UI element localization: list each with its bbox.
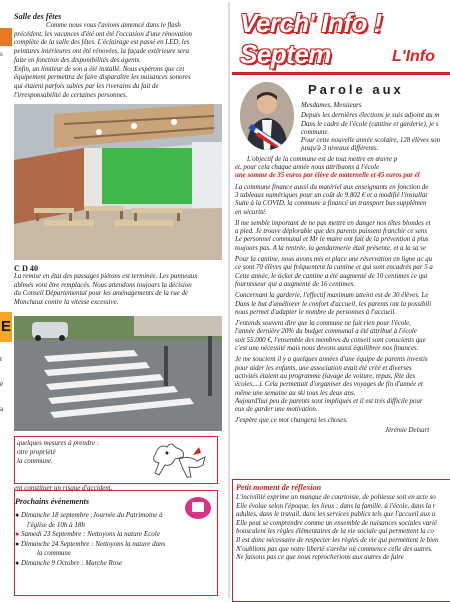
measures-box bbox=[14, 436, 218, 484]
salle-section bbox=[14, 12, 223, 100]
cd40-line: du Conseil Départemental pour les aménagements de la rue de bbox=[14, 290, 188, 298]
orange-tab-mid bbox=[0, 312, 12, 342]
parole-para bbox=[235, 320, 450, 353]
event-text: Dimanche 24 Septembre : Nettoyons la nature dans bbox=[20, 539, 166, 548]
salle-line: complète de la salle des fêtes. L'éclairage est passé en LED, les bbox=[14, 39, 190, 47]
event-item bbox=[15, 530, 165, 540]
parole-line: fournisseur qui a augmenté de 16 centimes. bbox=[235, 280, 355, 288]
moment-line: bousculent les règles élémentaires de la vie sociale qui permettent la co bbox=[236, 528, 434, 536]
parole-para bbox=[235, 356, 450, 414]
event-item bbox=[15, 511, 165, 521]
dog-icon bbox=[145, 437, 213, 483]
cd40-line: abîmés vont être remplacés. Nous attendons toujours la décision bbox=[14, 281, 192, 289]
event-item bbox=[15, 540, 165, 550]
parole-line: Je me soucient il y a quelques années d'une équipe de parents investis bbox=[235, 356, 428, 364]
parole-line: L'objectif de la commune est de tout mettre en œuvre p bbox=[247, 155, 398, 163]
event-item bbox=[15, 559, 165, 569]
parole-para bbox=[235, 112, 450, 153]
parole-para bbox=[235, 184, 450, 217]
parole-line: Pour la cantine, nous avons mis et place une réservation en ligne ac qu bbox=[235, 256, 433, 264]
moment-line: Elle peut se comprendre comme un ensemble de nuisances sociales varié bbox=[236, 519, 437, 527]
salle-photo bbox=[14, 104, 222, 260]
cd40-line: La remise en état des passages piétons est terminée. Les panneaux bbox=[14, 273, 198, 280]
masthead-subtitle: L'Info bbox=[392, 48, 435, 65]
masthead-rule bbox=[232, 72, 450, 75]
parole-para bbox=[235, 292, 450, 317]
moment-line: L'incivilité exprime un manque de courtoisie, de politesse soit en acte so bbox=[236, 494, 436, 501]
cd40-title: C D 40 bbox=[14, 264, 39, 273]
events-title: Prochains évènements bbox=[15, 497, 89, 506]
parole-line: Le personnel communal et Mr le maire ont fait de la prévention à plus bbox=[235, 236, 429, 244]
calendar-icon bbox=[185, 497, 211, 519]
moment-line: Ne faisons pas ce que nous reprocherions aux autres de faire bbox=[236, 554, 404, 562]
parole-para bbox=[235, 156, 450, 181]
strip-fragment-r: r bbox=[0, 355, 3, 363]
measures-line: otre propriété bbox=[17, 448, 56, 456]
moment-line: adultes, dans le travail, dans les services publics tels que l'accueil aux u bbox=[236, 511, 436, 519]
parole-text bbox=[235, 102, 450, 435]
parole-line: eux de garder une motivation. bbox=[235, 406, 318, 414]
events-list bbox=[15, 511, 165, 569]
strip-fragment: s bbox=[0, 50, 3, 58]
parole-line: écoles,...). Cela permettait d'organiser des voyages de fin d'année et bbox=[235, 381, 423, 389]
orange-tab-top bbox=[0, 28, 12, 46]
cd40-line: Monchaux contre la vitesse excessive. bbox=[14, 299, 119, 307]
parole-line: Dans le cadre de l'école (cantine et garderie), je s bbox=[301, 120, 439, 128]
parole-line: a pied. Je trouve déplorable que des parents puissent franchir ce sens bbox=[235, 228, 428, 236]
event-cont: l'église de 10h à 18h bbox=[27, 520, 85, 529]
moment-title: Petit moment de réflexion bbox=[236, 483, 322, 492]
tab-letter: E bbox=[1, 318, 12, 335]
parole-line: Il me semble important de ne pas mettre en danger nos têtes blondes et bbox=[235, 219, 431, 227]
bullet-icon: ● bbox=[15, 530, 20, 539]
strip-fragment-e: é bbox=[0, 380, 4, 388]
crosswalk-photo bbox=[14, 316, 222, 431]
salle-line: peintures intérieures ont été rénovées, la façade extérieure sera bbox=[14, 48, 190, 56]
salle-title: Salle des fêtes bbox=[14, 12, 62, 21]
moment-line: Il est donc nécessaire de respecter les règles de vie qui permettent le bien bbox=[236, 536, 439, 544]
parole-line: Concernant la garderie, l'effectif maximum atteint est de 30 élèves. Le bbox=[235, 292, 429, 300]
greeting: Mesdames, Messieurs bbox=[301, 102, 362, 109]
event-cont: la commune bbox=[37, 549, 72, 558]
parole-heading: Parole aux bbox=[308, 82, 404, 97]
event-text: Dimanche 9 Octobre : Marche Rose bbox=[20, 558, 123, 567]
parole-line: et, pour cela chaque année nous attribuons à l'école bbox=[235, 164, 380, 172]
parole-line: jusqu'à 3 niveaux différents. bbox=[301, 145, 379, 153]
salle-line: Enfin, un limiteur de son a été installé. Nous espérons que cet bbox=[14, 65, 185, 73]
parole-line: 3 tableaux numériques pour un coût de 9.802 € et a modifié l'installat bbox=[235, 191, 428, 199]
salle-line: précédent, les vacances d'été ont été l'occasion d'une rénovation bbox=[14, 30, 192, 38]
parole-line: l'année dernière 20% du budget communal a été attribué à l'école bbox=[235, 328, 417, 336]
parole-line: La commune finance aussi du matériel aux enseignants en fonction de bbox=[235, 183, 429, 191]
cd40-section bbox=[14, 264, 223, 308]
salle-line: faite en fonction des disponibilités des agents. bbox=[14, 56, 141, 64]
masthead-title: Verch' Info ! Septem bbox=[240, 8, 382, 69]
bullet-icon: ● bbox=[15, 558, 20, 567]
salle-body bbox=[14, 22, 223, 100]
moment-box bbox=[232, 479, 450, 602]
event-text: Dimanche 18 septembre :Journée du Patrimoine à bbox=[20, 511, 163, 519]
parole-para bbox=[235, 256, 450, 289]
moment-line: N'oublions pas que notre liberté s'arrête où commence celle des autres. bbox=[236, 545, 433, 553]
parole-line: soit 55.000 €, l'ensemble des membres du conseil sont conscients que bbox=[235, 336, 426, 344]
strip-fragment-a: a bbox=[0, 405, 4, 413]
salle-line: Comme nous vous l'avions annoncé dans le flash bbox=[46, 22, 181, 29]
parole-line: Depuis les dernières élections je suis adjoint au m bbox=[301, 112, 440, 120]
parole-line: pour aider les enfants, une association avait été créé et diverses bbox=[235, 364, 412, 372]
parole-line: une somme de 35 euros par élève de maternelle et 45 euros par él bbox=[235, 172, 420, 180]
parole-line: J'entends souvent dire que la commune ne fait rien pour l'école, bbox=[235, 320, 411, 328]
signature: Jérémie Delsart bbox=[385, 426, 430, 434]
column-divider bbox=[228, 2, 230, 598]
parole-line: Dans le but d'améliorer le confort d'accueil, les parents ont la possibili bbox=[235, 300, 432, 308]
parole-line: nous permet d'adapter le nombre de personnes à l'accueil. bbox=[235, 308, 396, 316]
parole-line: Cette année, le ticket de cantine a été augmenté de 10 centimes ce qui bbox=[235, 272, 428, 280]
parole-line: Aujourd'hui peu de parents sont impliqués et il est très difficile pour bbox=[235, 397, 423, 405]
risk-line: ent constituer un risque d'accident. bbox=[14, 484, 113, 492]
moment-line: Elle évolue selon l'époque, les lieux : dans la famille, à l'école, dans la r bbox=[236, 502, 436, 510]
parole-line: même une semaine au ski tous les deux ans. bbox=[235, 389, 356, 397]
measures-line: la commune. bbox=[17, 457, 53, 465]
salle-line: qui étaient parfois subies par les riverains du fait de bbox=[14, 82, 159, 90]
events-box bbox=[14, 490, 218, 596]
parole-line: J'espère que ce mot changera les choses. bbox=[235, 417, 348, 425]
parole-line: ce sont 70 élèves qui fréquentent la cantine et qui sont encadrés par 5 a bbox=[235, 264, 433, 272]
measures-text bbox=[17, 439, 99, 466]
parole-line: Pour cette nouvelle année scolaire, 128 élèves son bbox=[301, 137, 441, 145]
measures-line: quelques mesures à prendre : bbox=[17, 439, 100, 447]
parole-line: en sécurité. bbox=[235, 208, 267, 216]
parole-line: c'est une nécessité mais nous devons aussi équilibrer nos finances. bbox=[235, 345, 419, 353]
salle-line: l'irresponsabilité de certaines personnes. bbox=[14, 91, 128, 99]
parole-line: activités étaient au programme (lavage de voiture, repas, fête des bbox=[235, 372, 416, 380]
cd40-body bbox=[14, 273, 223, 308]
parole-para bbox=[235, 220, 450, 253]
parole-line: toujours pas. A la rentrée, la gendarmerie était présente, et a la sa se bbox=[235, 244, 426, 252]
parole-para bbox=[235, 417, 450, 425]
event-text: Samedi 23 Septembre : Nettoyons la nature Ecole bbox=[20, 530, 160, 539]
bullet-icon: ● bbox=[15, 539, 20, 548]
parole-line: commune. bbox=[301, 128, 330, 136]
parole-line: Suite à la COVID, la commune a financé un transport bus supplémen bbox=[235, 200, 427, 208]
salle-line: équipement permettra de faire disparaître les nuisances sonores bbox=[14, 74, 191, 82]
moment-text bbox=[236, 494, 439, 563]
strip-fragments-top bbox=[0, 50, 12, 58]
bullet-icon: ● bbox=[15, 511, 20, 519]
